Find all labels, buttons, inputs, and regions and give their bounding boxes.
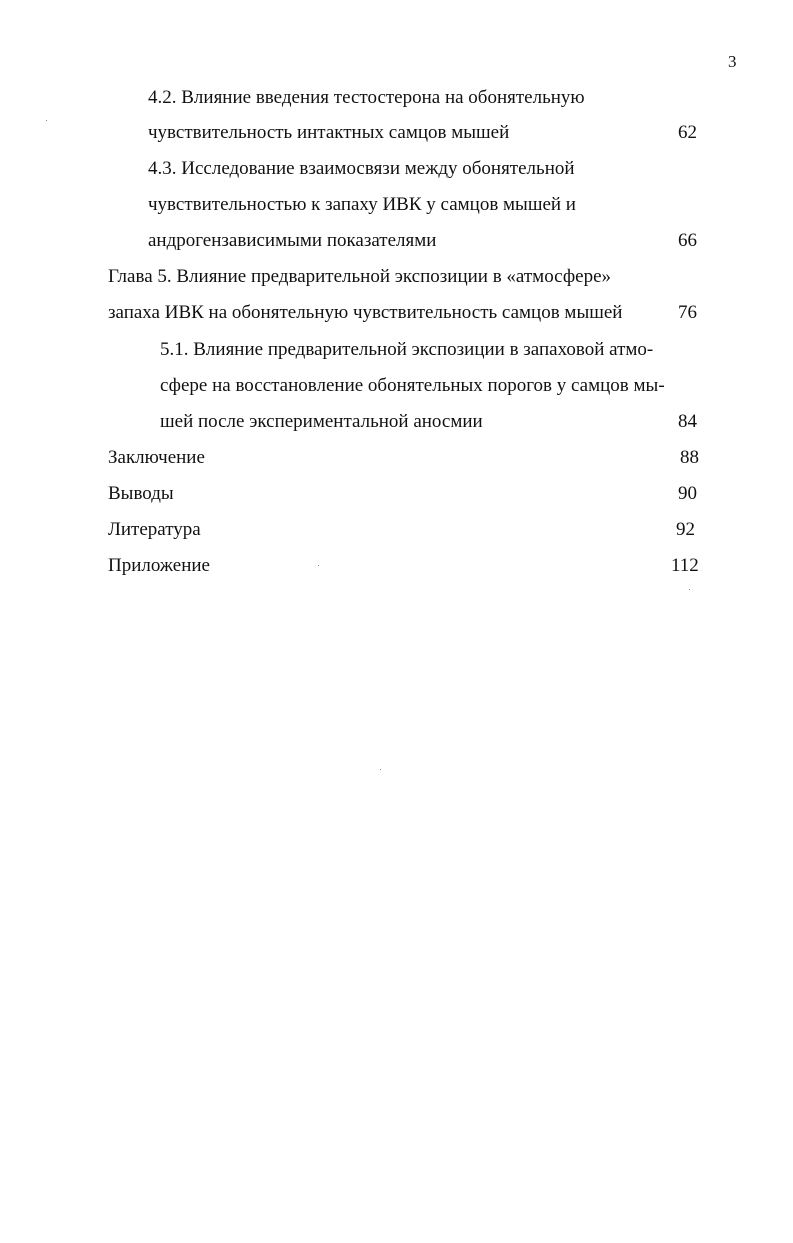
toc-findings-title: Выводы: [108, 483, 174, 504]
toc-appendix-page: 112: [671, 555, 699, 576]
toc-literature-title: Литература: [108, 519, 201, 540]
toc-findings-page: 90: [678, 483, 697, 504]
page-number: 3: [728, 52, 737, 71]
toc-entry-4-2-page: 62: [678, 122, 697, 143]
toc-entry-4-2-line-1: 4.2. Влияние введения тестостерона на обонятельную: [148, 87, 585, 108]
toc-conclusion-title: Заключение: [108, 447, 205, 468]
toc-entry-5-1-line-3: шей после экспериментальной аносмии: [160, 411, 483, 432]
scan-speck: [689, 589, 690, 590]
toc-chapter-5-page: 76: [678, 302, 697, 323]
toc-entry-4-2-line-2: чувствительность интактных самцов мышей: [148, 122, 510, 143]
toc-entry-5-1-line-2: сфере на восстановление обонятельных порогов у самцов мы-: [160, 375, 665, 396]
toc-entry-4-3-page: 66: [678, 230, 697, 251]
toc-literature-page: 92: [676, 519, 695, 540]
toc-chapter-5-line-1: Глава 5. Влияние предварительной экспозиции в «атмосфере»: [108, 266, 612, 287]
toc-conclusion-page: 88: [680, 447, 699, 468]
toc-entry-4-3-line-1: 4.3. Исследование взаимосвязи между обонятельной: [148, 158, 575, 179]
toc-entry-4-3-line-3: андрогензависимыми показателями: [148, 230, 437, 251]
toc-entry-4-3-line-2: чувствительностью к запаху ИВК у самцов мышей и: [148, 194, 576, 215]
scan-speck: [380, 769, 381, 770]
toc-appendix-title: Приложение: [108, 555, 210, 576]
toc-entry-5-1-line-1: 5.1. Влияние предварительной экспозиции в запаховой атмо-: [160, 339, 654, 360]
toc-entry-5-1-page: 84: [678, 411, 697, 432]
toc-chapter-5-line-2: запаха ИВК на обонятельную чувствительность самцов мышей: [108, 302, 623, 323]
scan-speck: [46, 120, 47, 121]
scan-speck: [318, 565, 319, 566]
